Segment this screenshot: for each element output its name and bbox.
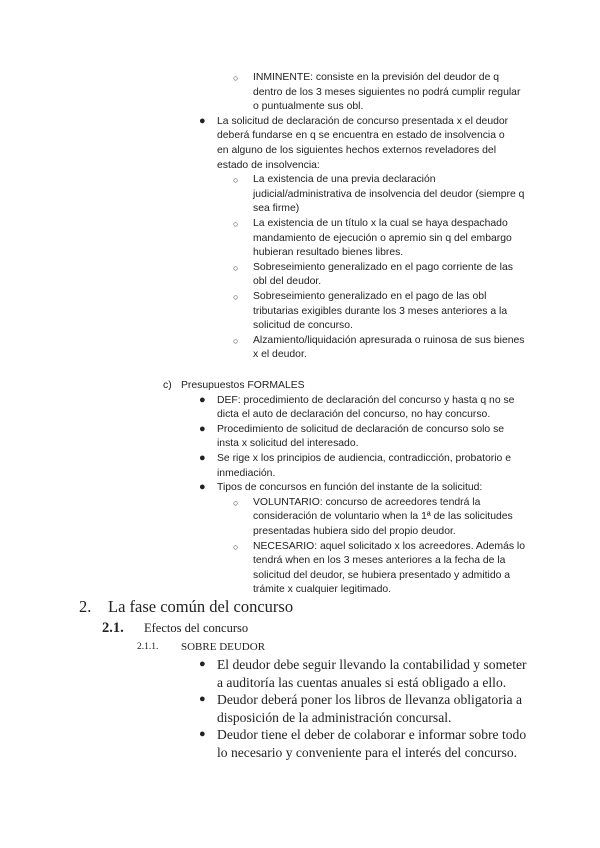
deudor-list [0, 656, 600, 762]
circle-bullet-icon: ○ [233, 73, 239, 83]
list-item-text: Alzamiento/liquidación apresurada o ruinosa de sus bienes x el deudor. [253, 334, 525, 361]
list-item-text: La existencia de una previa declaración judicial/administrativa de insolvencia del deudor (siempre q sea firme) [253, 174, 525, 215]
list-item-text: Sobreseimiento generalizado en el pago de las obl tributarias exigibles durante los 3 meses anteriores a la solicitud de concurso. [253, 290, 508, 332]
list-item-text: DEF: procedimiento de declaración del concurso y hasta q no se dicta el auto de declaración del concurso, no hay concurso. [217, 394, 515, 421]
list-item [199, 691, 535, 726]
list-item [199, 114, 517, 173]
heading-3 [0, 620, 600, 637]
list-item-text: La existencia de un título x la cual se haya despachado mandamiento de ejecución o apremio sin q del embargo hubieran resultado bienes libres. [253, 217, 512, 259]
list-item-text: INMINENTE: consiste en la previsión del deudor de q dentro de los 3 meses siguientes no podrá cumplir regular o puntualmente sus obl. [253, 72, 521, 113]
list-item [199, 451, 527, 481]
list-item-text: El deudor debe seguir llevando la contabilidad y someter a auditoría las cuentas anuales si está obligado a ello. [217, 657, 527, 690]
bullet-icon: ● [199, 728, 206, 741]
section-c-title [0, 379, 600, 394]
section-c [0, 379, 600, 598]
list-item-text: Procedimiento de solicitud de declaración de concurso solo se insta x solicitud del interesado. [217, 423, 505, 450]
circle-bullet-icon: ○ [233, 175, 239, 186]
heading-4-number: 2.1.1. [137, 642, 159, 652]
circle-bullet-icon: ○ [233, 541, 239, 552]
heading-4 [0, 640, 600, 654]
circle-bullet-icon: ○ [233, 218, 239, 229]
bullet-icon: ● [199, 693, 206, 706]
heading-4-text: SOBRE DEUDOR [181, 641, 266, 653]
heading-2 [0, 597, 600, 617]
list-item-text: Deudor tiene el deber de colaborar e informar sobre todo lo necesario y conveniente para el interés del concurso. [217, 727, 527, 760]
circle-bullet-icon: ○ [233, 497, 239, 508]
heading-3-number: 2.1. [102, 620, 124, 636]
bullet-icon: ● [199, 114, 206, 127]
list-item [233, 496, 528, 540]
list-item [199, 656, 535, 691]
bullet-icon: ● [199, 393, 206, 406]
list-item [199, 393, 527, 423]
list-item-text: Tipos de concursos en función del instante de la solicitud: [217, 482, 483, 494]
list-item-text: NECESARIO: aquel solicitado x los acreedores. Además lo tendrá when en los 3 meses anteriores a la fecha de la solicitud del deudor, se hubiera presentado y admitido a trámite x cualquier legitimado. [253, 540, 526, 596]
list-item [233, 540, 528, 598]
circle-bullet-icon: ○ [233, 262, 239, 273]
list-item [233, 290, 528, 334]
list-item [199, 726, 535, 761]
list-item-text: Se rige x los principios de audiencia, contradicción, probatorio e inmediación. [217, 452, 511, 479]
heading-2-text: La fase común del concurso [108, 597, 294, 616]
list-item-text: VOLUNTARIO: concurso de acreedores tendrá la consideración de voluntario when la 1ª de las solicitudes presentadas hubiera sido del propio deudor. [253, 496, 513, 537]
list-item [233, 71, 528, 115]
circle-bullet-icon: ○ [233, 335, 239, 346]
list-item-text: La solicitud de declaración de concurso presentada x el deudor deberá fundarse en q se encuentra en estado de insolvencia o en alguno de los siguientes hechos externos reveladores del estado de insolvencia: [217, 115, 509, 171]
heading-3-text: Efectos del concurso [144, 621, 249, 635]
list-item-text: Deudor deberá poner los libros de llevanza obligatoria a disposición de la administración concursal. [217, 692, 522, 725]
list-item [233, 334, 528, 363]
bullet-icon: ● [199, 658, 206, 670]
bullet-icon: ● [199, 451, 206, 464]
list-item [233, 261, 528, 290]
list-item [199, 481, 527, 496]
bullet-icon: ● [199, 481, 206, 494]
circle-bullet-icon: ○ [233, 291, 239, 302]
bullet-icon: ● [199, 422, 206, 435]
list-item [233, 173, 528, 217]
section-c-label: c) [163, 380, 172, 391]
heading-2-number: 2. [79, 597, 92, 616]
section-b [0, 71, 600, 363]
list-item [233, 217, 528, 261]
section-c-title-text: Presupuestos FORMALES [181, 380, 305, 391]
list-item-text: Sobreseimiento generalizado en el pago corriente de las obl del deudor. [253, 261, 513, 288]
list-item [199, 422, 527, 452]
